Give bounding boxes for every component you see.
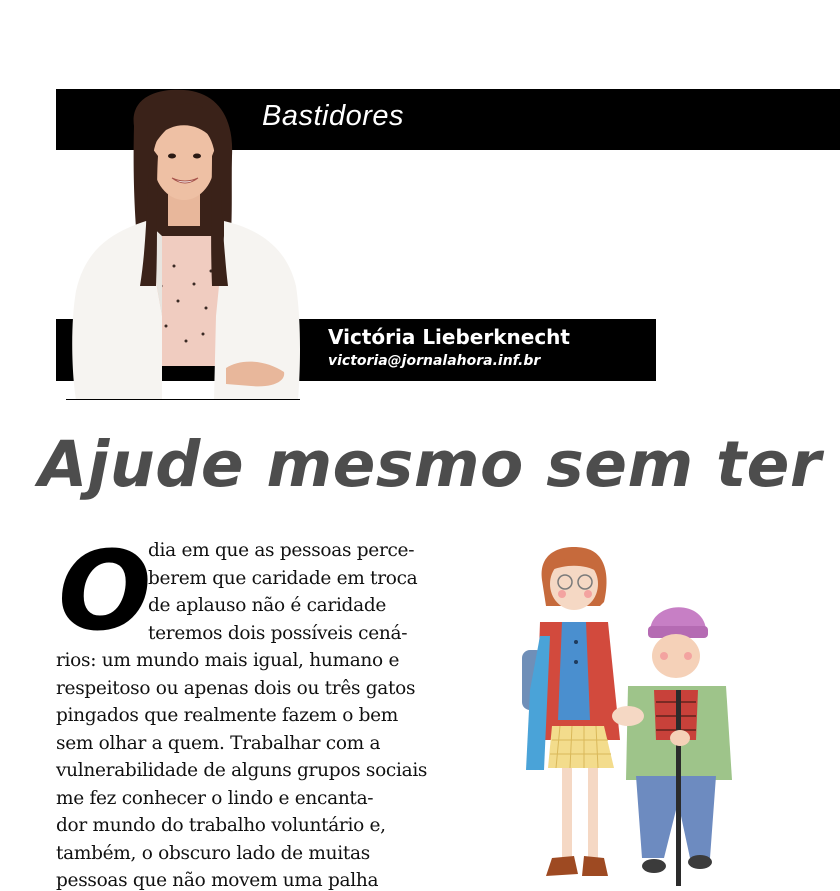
body-line: dor mundo do trabalho voluntário e, [56,815,386,836]
body-line: respeitoso ou apenas dois ou três gatos [56,678,416,699]
body-line: teremos dois possíveis cená- [148,623,408,644]
body-line: vulnerabilidade de alguns grupos sociais [56,760,428,781]
article-headline: Ajude mesmo sem ter [38,428,822,501]
body-line: pingados que realmente fazem o bem [56,705,399,726]
body-line: também, o obscuro lado de muitas [56,843,370,864]
drop-cap: O [58,527,152,655]
body-line: rios: um mundo mais igual, humano e [56,650,400,671]
body-line: dia em que as pessoas perce- [148,540,415,561]
portrait-baseline [66,399,300,400]
author-portrait [66,86,306,402]
body-line: de aplauso não é caridade [148,595,387,616]
body-line: berem que caridade em troca [148,568,418,589]
body-line: me fez conhecer o lindo e encanta- [56,788,374,809]
body-line: pessoas que não movem uma palha [56,870,379,891]
author-name: Victória Lieberknecht [328,325,570,349]
author-email[interactable]: victoria@jornalahora.inf.br [328,353,541,369]
section-label: Bastidores [262,100,405,132]
illustration-helping-elder [500,540,750,887]
body-line: sem olhar a quem. Trabalhar com a [56,733,381,754]
